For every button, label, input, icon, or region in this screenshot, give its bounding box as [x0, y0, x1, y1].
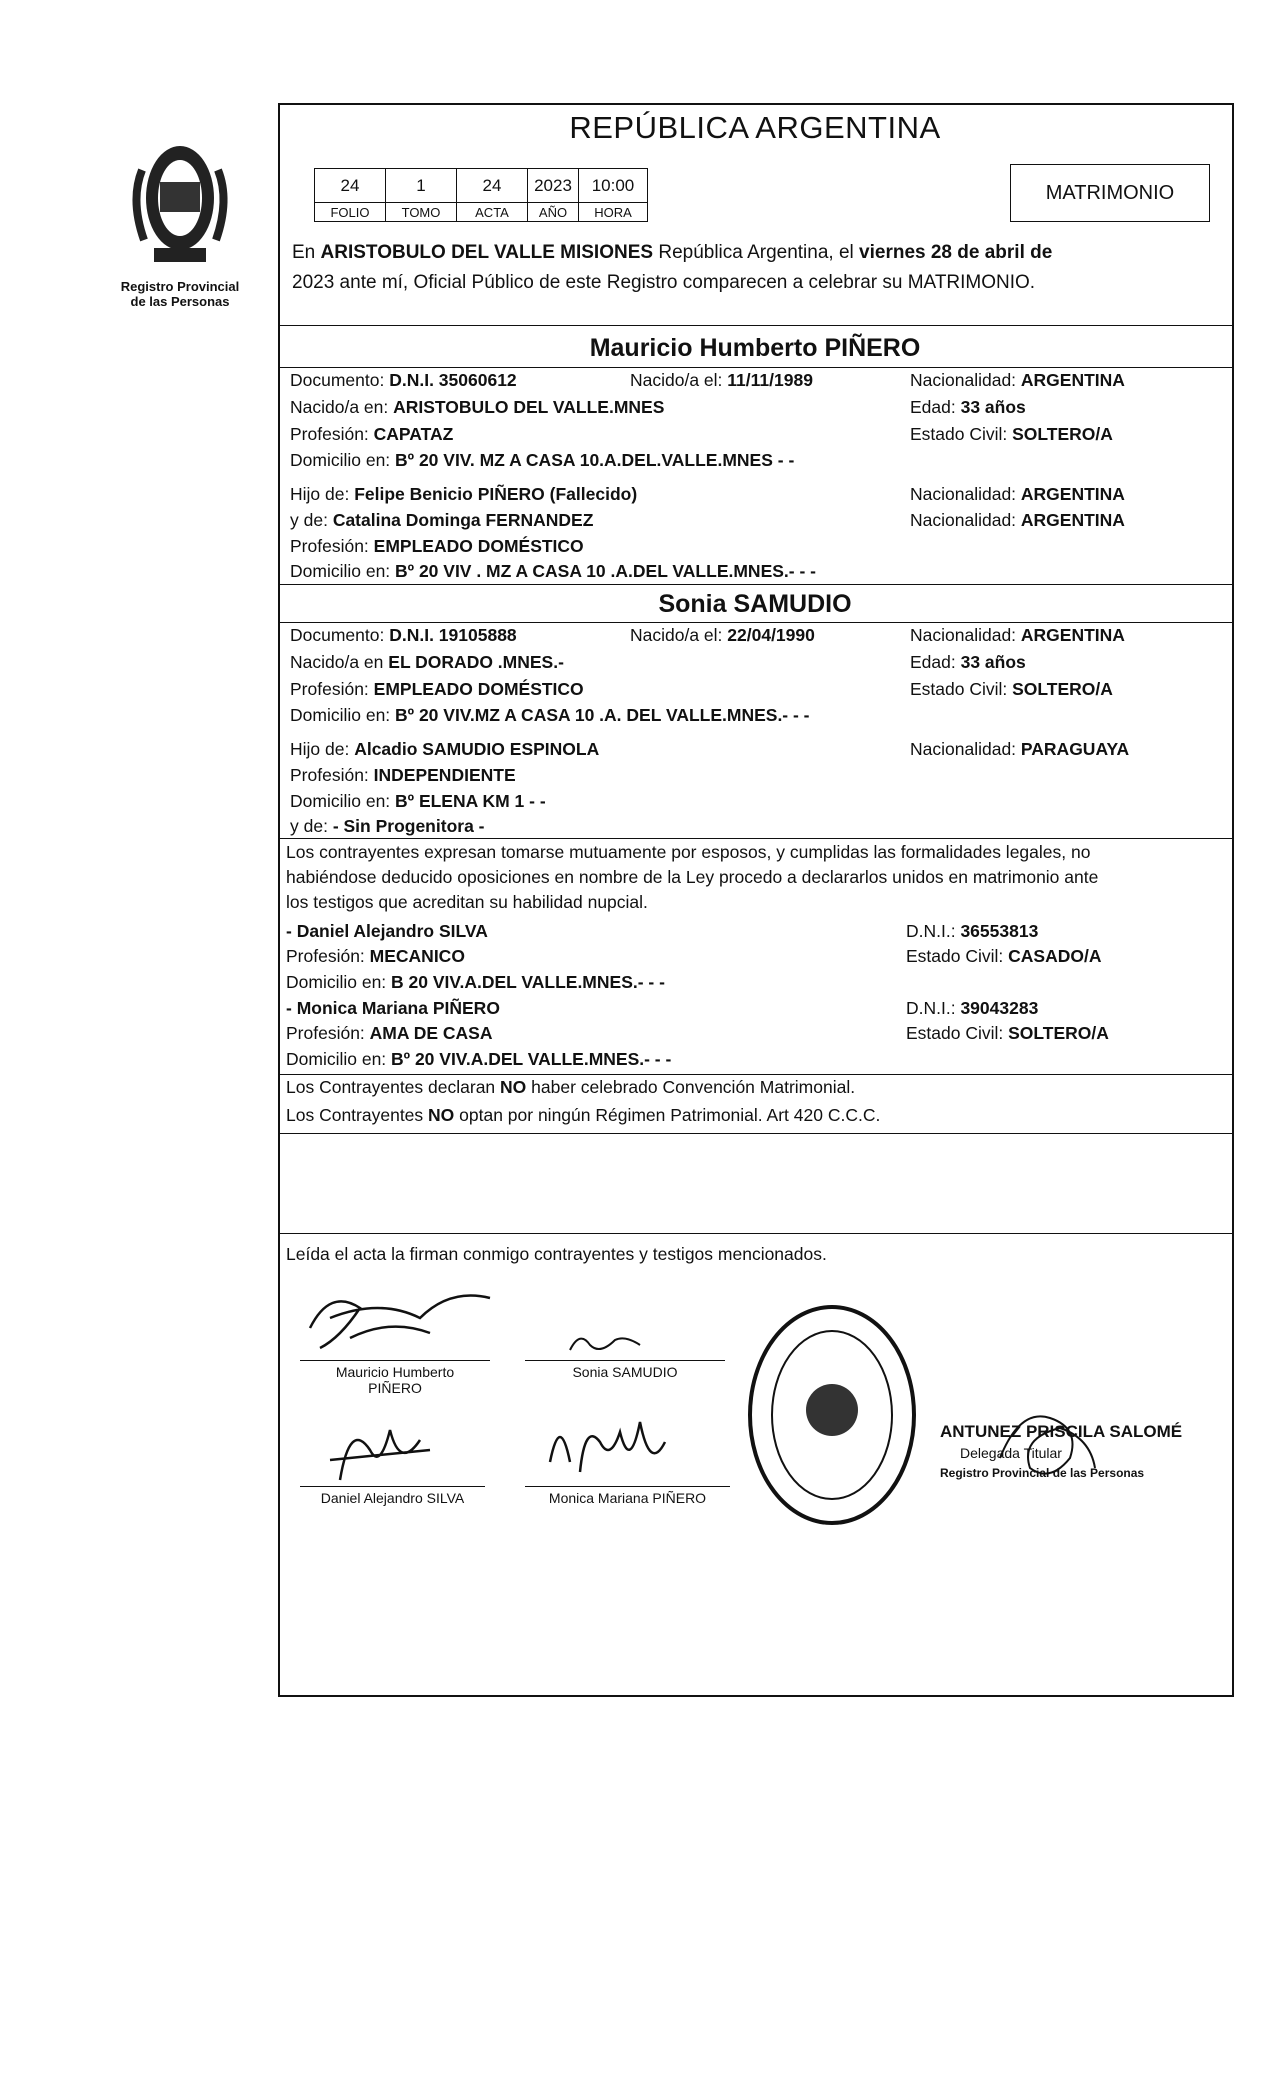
spouse2-parent-profession: Profesión: INDEPENDIENTE: [290, 765, 516, 785]
spouse2-mother: y de: - Sin Progenitora -: [290, 816, 485, 836]
spouse1-document: Documento: D.N.I. 35060612: [290, 370, 517, 390]
folio-label: FOLIO: [315, 203, 386, 222]
signature-caption-daniel: Daniel Alejandro SILVA: [320, 1490, 465, 1506]
spouse2-father: Hijo de: Alcadio SAMUDIO ESPINOLA: [290, 739, 600, 759]
spouse2-birthplace: Nacido/a en EL DORADO .MNES.-: [290, 652, 564, 672]
spouse1-nationality: Nacionalidad: ARGENTINA: [910, 370, 1125, 390]
spouse1-civil-status: Estado Civil: SOLTERO/A: [910, 424, 1113, 444]
spouse1-mother: y de: Catalina Dominga FERNANDEZ: [290, 510, 594, 530]
spouse2-profession: Profesión: EMPLEADO DOMÉSTICO: [290, 679, 584, 699]
spouse1-father-nationality: Nacionalidad: ARGENTINA: [910, 484, 1125, 504]
official-role: Delegada Titular: [960, 1445, 1062, 1461]
divider: [278, 325, 1232, 326]
divider: [278, 1133, 1232, 1134]
signature-sonia: [560, 1320, 660, 1360]
witness2-civil-status: Estado Civil: SOLTERO/A: [906, 1023, 1109, 1043]
divider: [278, 622, 1232, 623]
year-value: 2023: [528, 169, 579, 203]
witness1-civil-status: Estado Civil: CASADO/A: [906, 946, 1102, 966]
hour-label: HORA: [579, 203, 648, 222]
intro-text: En ARISTOBULO DEL VALLE MISIONES República Argentina, el viernes 28 de abril de 2023 ante mí, Oficial Público de este Registro comparecen a celebrar su MATRIMONIO.: [292, 242, 1053, 293]
signature-caption-mauricio: Mauricio Humberto PIÑERO: [335, 1364, 455, 1396]
divider: [278, 838, 1232, 839]
spouse1-name: Mauricio Humberto PIÑERO: [589, 334, 921, 362]
signature-mauricio: [300, 1278, 500, 1358]
signature-line: [300, 1486, 485, 1487]
signature-daniel: [320, 1410, 440, 1490]
witness1-dni: D.N.I.: 36553813: [906, 921, 1039, 941]
year-label: AÑO: [528, 203, 579, 222]
spouse2-name: Sonia SAMUDIO: [658, 590, 852, 618]
witness1-address: Domicilio en: B 20 VIV.A.DEL VALLE.MNES.- - -: [286, 972, 665, 992]
witness1-profession: Profesión: MECANICO: [286, 946, 465, 966]
spouse1-father: Hijo de: Felipe Benicio PIÑERO (Fallecido): [290, 484, 638, 504]
patrimonial-note: Los Contrayentes NO optan por ningún Régimen Patrimonial. Art 420 C.C.C.: [286, 1105, 881, 1125]
divider: [278, 367, 1232, 368]
acta-value: 24: [457, 169, 528, 203]
divider: [278, 1233, 1232, 1234]
signature-monica: [540, 1402, 680, 1487]
witness2-name: - Monica Mariana PIÑERO: [286, 998, 500, 1018]
spouse1-parent-profession: Profesión: EMPLEADO DOMÉSTICO: [290, 536, 584, 556]
province-emblem-icon: [120, 130, 240, 270]
closing-text: Leída el acta la firman conmigo contrayentes y testigos mencionados.: [286, 1244, 827, 1264]
official-name: ANTUNEZ PRISCILA SALOMÉ: [940, 1422, 1183, 1441]
acta-label: ACTA: [457, 203, 528, 222]
delegation-stamp-icon: [745, 1300, 920, 1530]
seal-caption: Registro Provincial de las Personas: [120, 279, 240, 309]
divider: [278, 584, 1232, 585]
tomo-label: TOMO: [386, 203, 457, 222]
official-office: Registro Provincial de las Personas: [940, 1466, 1145, 1480]
spouse1-address: Domicilio en: Bº 20 VIV. MZ A CASA 10.A.DEL.VALLE.MNES - -: [290, 450, 795, 470]
divider: [278, 1074, 1232, 1075]
declaration-text: Los contrayentes expresan tomarse mutuamente por esposos, y cumplidas las formalidades legales, no habiéndose deducido oposiciones en nombre de la Ley procedo a declararlos unidos en matrimonio ante los testigos que acreditan su habilidad nupcial.: [286, 842, 1099, 912]
spouse1-parent-address: Domicilio en: Bº 20 VIV . MZ A CASA 10 .A.DEL VALLE.MNES.- - -: [290, 561, 816, 581]
spouse1-profession: Profesión: CAPATAZ: [290, 424, 454, 444]
spouse1-mother-nationality: Nacionalidad: ARGENTINA: [910, 510, 1125, 530]
signature-caption-monica: Monica Mariana PIÑERO: [548, 1490, 707, 1506]
convention-note: Los Contrayentes declaran NO haber celebrado Convención Matrimonial.: [286, 1077, 856, 1097]
witness1-name: - Daniel Alejandro SILVA: [286, 921, 488, 941]
spouse1-age: Edad: 33 años: [910, 397, 1026, 417]
witness2-dni: D.N.I.: 39043283: [906, 998, 1039, 1018]
witness2-address: Domicilio en: Bº 20 VIV.A.DEL VALLE.MNES.- - -: [286, 1049, 672, 1069]
spouse2-document: Documento: D.N.I. 19105888: [290, 625, 517, 645]
spouse2-address: Domicilio en: Bº 20 VIV.MZ A CASA 10 .A. DEL VALLE.MNES.- - -: [290, 705, 810, 725]
act-type-box: MATRIMONIO: [1010, 164, 1210, 222]
spouse2-parent-address: Domicilio en: Bº ELENA KM 1 - -: [290, 791, 546, 811]
tomo-value: 1: [386, 169, 457, 203]
spouse1-birthdate: Nacido/a el: 11/11/1989: [630, 370, 813, 390]
spouse1-birthplace: Nacido/a en: ARISTOBULO DEL VALLE.MNES: [290, 397, 665, 417]
spouse2-father-nationality: Nacionalidad: PARAGUAYA: [910, 739, 1130, 759]
signature-line: [300, 1360, 490, 1361]
register-table: [314, 168, 648, 222]
spouse2-nationality: Nacionalidad: ARGENTINA: [910, 625, 1125, 645]
page-title: REPÚBLICA ARGENTINA: [569, 110, 941, 145]
registry-logo: [110, 130, 250, 309]
signature-official: [990, 1398, 1100, 1488]
spouse2-birthdate: Nacido/a el: 22/04/1990: [630, 625, 815, 645]
spouse2-civil-status: Estado Civil: SOLTERO/A: [910, 679, 1113, 699]
folio-value: 24: [315, 169, 386, 203]
witness2-profession: Profesión: AMA DE CASA: [286, 1023, 493, 1043]
hour-value: 10:00: [579, 169, 648, 203]
signature-line: [525, 1486, 730, 1487]
signature-line: [525, 1360, 725, 1361]
spouse2-age: Edad: 33 años: [910, 652, 1026, 672]
signature-caption-sonia: Sonia SAMUDIO: [572, 1364, 678, 1380]
